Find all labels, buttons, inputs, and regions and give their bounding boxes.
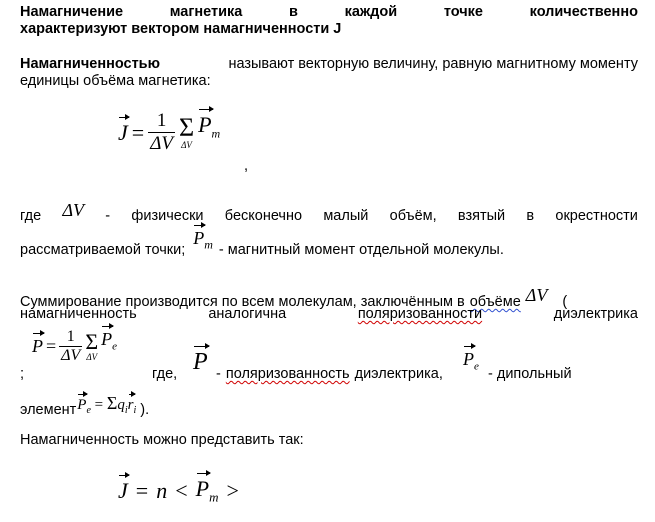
formula-p: P <box>198 111 212 137</box>
where-word: где <box>20 208 42 224</box>
summation-dv: ΔV <box>525 285 548 305</box>
fraction-denominator: ΔV <box>150 133 173 154</box>
formula-p-sub: m <box>211 126 221 141</box>
final-p: P <box>195 476 210 501</box>
where-word: объём, <box>389 208 437 224</box>
where-word: в <box>526 208 535 224</box>
pm-symbol: P <box>193 228 205 248</box>
formula-final <box>118 476 239 505</box>
polar-colon: ; <box>20 366 25 382</box>
formula-j: J <box>118 119 128 145</box>
where-word: физически <box>131 208 204 224</box>
where-text: рассматриваемой точки; <box>20 242 186 258</box>
formula2-pe: P <box>101 328 113 349</box>
polar-gde: где, <box>152 366 178 382</box>
formula2-pe-sub: e <box>112 340 118 353</box>
where-word: малый <box>323 208 369 224</box>
summation-word: диэлектрика <box>553 306 638 322</box>
definition-line-2: единицы объёма магнетика: <box>20 73 211 89</box>
definition-text: называют векторную величину, равную магнитному моменту <box>228 56 638 72</box>
final-p-sub: m <box>209 489 219 505</box>
formula2-p: P <box>32 336 43 356</box>
where-text-end: - магнитный момент отдельной молекулы. <box>218 242 504 258</box>
final-text: Намагниченность можно представить так: <box>20 432 304 448</box>
final-gt: > <box>226 477 239 503</box>
summation-text: Суммирование производится по всем молекулам, заключённым в <box>20 294 465 310</box>
sum-symbol: Σ ΔV <box>178 113 195 150</box>
formula-eq: = <box>131 119 145 145</box>
summation-word: аналогична <box>208 306 287 322</box>
header-word: Намагничение <box>20 4 124 20</box>
summation-paren: ( <box>562 294 568 310</box>
element-line <box>20 393 150 421</box>
where-word: окрестности <box>555 208 638 224</box>
polar-pe-sub: e <box>474 360 479 373</box>
header-line-1 <box>20 4 638 20</box>
header-word: магнетика <box>169 4 243 20</box>
formula-comma: , <box>244 158 249 174</box>
element-word: элемент <box>20 402 77 418</box>
polar-p-symbol: P <box>193 349 208 375</box>
header-word: количественно <box>529 4 638 20</box>
summation-wavy-word: объёме <box>469 294 521 310</box>
summation-word: намагниченность <box>20 306 137 322</box>
formula-fraction <box>148 110 175 155</box>
summation-line-2 <box>20 306 638 322</box>
polar-text-2: - дипольный <box>488 366 572 382</box>
formula-polarization <box>32 328 117 365</box>
polar-text-1: - поляризованность диэлектрика, <box>216 366 443 382</box>
sum-limit: ΔV <box>181 140 192 150</box>
element-formula: $P_e = \Sigma q_ir_i$ <box>77 393 137 416</box>
header-word: в <box>289 4 298 20</box>
final-n: n <box>156 477 168 503</box>
header-line-2: характеризуют вектором намагниченности J <box>20 21 342 37</box>
pm-sub: m <box>204 237 213 252</box>
formula2-eq: = <box>46 336 57 356</box>
sum2-limit: ΔV <box>86 352 98 362</box>
definition-term: Намагниченностью <box>20 56 160 72</box>
polar-pe-symbol: $P_e$ <box>463 349 479 373</box>
header-word: точке <box>443 4 483 20</box>
fraction2-denominator: ΔV <box>61 347 81 364</box>
fraction2-numerator: 1 <box>59 328 82 347</box>
formula2-fraction <box>59 328 82 365</box>
element-close: ). <box>140 402 150 418</box>
polar-text-rest: диэлектрика, <box>354 366 443 382</box>
definition-line-1 <box>20 56 638 72</box>
formula-magnetization <box>118 110 220 155</box>
where-word: - <box>105 208 111 224</box>
where-line-1 <box>20 200 638 225</box>
summation-word: поляризованности <box>357 306 483 322</box>
delta-v-symbol: ΔV <box>62 200 85 220</box>
polar-wavy-word: поляризованность <box>225 366 350 382</box>
where-line-2 <box>20 228 504 263</box>
final-j: J <box>118 477 128 503</box>
final-eq: = <box>135 477 149 503</box>
sum2-symbol: Σ ΔV <box>85 329 99 362</box>
header-word: каждой <box>344 4 398 20</box>
fraction-numerator: 1 <box>148 110 175 133</box>
final-lt: < <box>175 477 188 503</box>
where-word: бесконечно <box>224 208 303 224</box>
where-word: взятый <box>457 208 506 224</box>
